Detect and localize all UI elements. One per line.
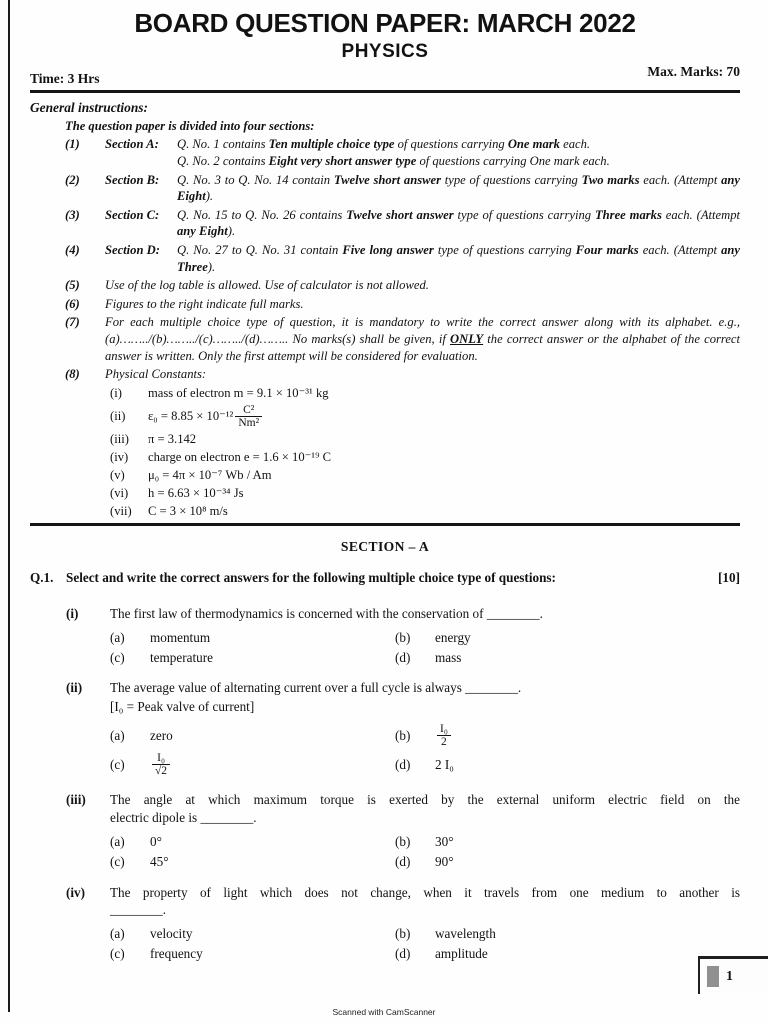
- subquestion-body: [110, 679, 740, 778]
- option-value: 0°: [150, 833, 162, 849]
- constant-row-ii: [110, 403, 740, 430]
- general-instructions: [30, 99, 740, 520]
- option-b: [395, 833, 740, 851]
- instruction-item-5: [65, 277, 740, 294]
- instruction-number: (8): [65, 367, 80, 382]
- option-label: (a): [110, 629, 125, 645]
- option-value: amplitude: [435, 945, 488, 961]
- instruction-text: Q. No. 15 to Q. No. 26 contains Twelve short answer type of questions carrying Three marks each. (Attempt any Eight).: [177, 207, 740, 239]
- instruction-item-6: [65, 296, 740, 313]
- section-c-label: Section C:: [105, 207, 160, 222]
- subquestion-text: The first law of thermodynamics is concerned with the conservation of ________.: [110, 605, 543, 621]
- section-b-label: Section B:: [105, 172, 160, 187]
- section-d-label: Section D:: [105, 242, 160, 257]
- option-d: [395, 853, 740, 871]
- constant-number: (vi): [110, 486, 129, 501]
- options-grid: [110, 629, 740, 667]
- page-title: BOARD QUESTION PAPER: MARCH 2022: [134, 8, 636, 38]
- subquestion-body: [110, 605, 740, 666]
- instructions-intro: The question paper is divided into four sections:: [65, 118, 315, 133]
- constant-value: charge on electron e = 1.6 × 10⁻¹⁹ C: [148, 450, 332, 465]
- section-a-title: SECTION – A: [340, 538, 430, 554]
- constant-value: mass of electron m = 9.1 × 10⁻³¹ kg: [148, 386, 329, 401]
- subquestion-body: [110, 884, 740, 963]
- constant-number: (v): [110, 468, 125, 483]
- instructions-heading: General instructions:: [30, 100, 148, 115]
- instruction-text: Q. No. 27 to Q. No. 31 contain Five long answer type of questions carrying Four marks each. (Attempt any Three).: [177, 242, 741, 274]
- option-label: (b): [395, 926, 411, 942]
- option-d: [395, 945, 740, 963]
- instruction-number: (3): [65, 207, 80, 222]
- constant-number: (vii): [110, 504, 132, 519]
- constant-row-v: [110, 467, 740, 484]
- constant-number: (iv): [110, 450, 129, 465]
- instruction-text: Use of the log table is allowed. Use of calculator is not allowed.: [105, 278, 429, 293]
- subquestion-i: [66, 605, 740, 666]
- subquestion-text: The angle at which maximum torque is exerted by the external uniform electric field on the: [110, 792, 740, 808]
- instruction-item-2: [65, 172, 740, 205]
- option-c: [110, 751, 395, 778]
- camscanner-watermark: Scanned with CamScanner: [332, 1007, 436, 1017]
- divider-top: [30, 90, 740, 93]
- option-b: [395, 722, 740, 749]
- options-grid: [110, 925, 740, 963]
- instruction-number: (6): [65, 296, 80, 311]
- page-subtitle: PHYSICS: [341, 41, 429, 62]
- header: [30, 8, 740, 87]
- instruction-text: [177, 136, 740, 169]
- constant-row-vii: [110, 503, 740, 520]
- options-grid: [110, 722, 740, 778]
- subquestion-iv: [66, 884, 740, 963]
- constant-row-iv: [110, 449, 740, 466]
- constant-number: (i): [110, 386, 122, 401]
- option-b: [395, 629, 740, 647]
- meta-row: [30, 64, 740, 87]
- constant-number: (iii): [110, 432, 129, 447]
- subquestion-iii: [66, 791, 740, 870]
- option-value: $\frac{\text{I₀}}{2}$: [435, 722, 453, 749]
- option-value: 45°: [150, 853, 169, 869]
- subquestion-text: ________.: [110, 902, 167, 918]
- constant-row-iii: [110, 431, 740, 448]
- constant-value: μ₀ = 4π × 10⁻⁷ Wb / Am: [148, 468, 272, 483]
- physical-constants-list: [110, 385, 740, 520]
- instruction-item-8: [65, 366, 740, 383]
- option-a: [110, 925, 395, 943]
- option-label: (d): [395, 945, 411, 961]
- constant-row-i: [110, 385, 740, 402]
- option-value: energy: [435, 629, 471, 645]
- subquestion-text: electric dipole is ________.: [110, 810, 257, 826]
- option-label: (c): [110, 853, 125, 869]
- option-label: (a): [110, 833, 125, 849]
- instruction-item-1: [65, 136, 740, 169]
- subquestion-number: (i): [66, 605, 79, 621]
- constant-value: C = 3 × 10⁸ m/s: [148, 504, 228, 519]
- subquestion-ii: [66, 679, 740, 778]
- option-d: [395, 751, 740, 778]
- option-a: [110, 629, 395, 647]
- instruction-text: For each multiple choice type of question, it is mandatory to write the correct answer along with its alphabet. e.g., (a)……../(b)……../(c)……../(d)…….. No marks(s) shall be given, if ONLY the correct answer or the alphabet of the correct answer is written. Only the first attempt will be considered for evaluation.: [105, 315, 740, 363]
- option-value: 2 I₀: [435, 756, 454, 772]
- option-value: zero: [150, 727, 173, 743]
- constant-value: π = 3.142: [148, 432, 197, 447]
- section-a-label: Section A:: [105, 137, 159, 152]
- instruction-number: (5): [65, 278, 80, 293]
- option-value: velocity: [150, 926, 193, 942]
- instruction-item-3: [65, 207, 740, 240]
- option-label: (a): [110, 926, 125, 942]
- option-value: 90°: [435, 853, 454, 869]
- instruction-number: (1): [65, 137, 80, 152]
- options-grid: [110, 833, 740, 871]
- instruction-text: Figures to the right indicate full marks.: [105, 296, 304, 311]
- instruction-line: Q. No. 2 contains Eight very short answer type of questions carrying One mark each.: [177, 153, 610, 168]
- instruction-text: Q. No. 3 to Q. No. 14 contain Twelve short answer type of questions carrying Two marks each. (Attempt any Eight).: [177, 172, 741, 204]
- scan-edge-line: [8, 0, 10, 1012]
- instruction-item-4: [65, 242, 740, 275]
- option-label: (c): [110, 945, 125, 961]
- option-c: [110, 649, 395, 667]
- question-text: Select and write the correct answers for the following multiple choice type of questions:: [66, 569, 556, 585]
- option-label: (a): [110, 727, 125, 743]
- option-label: (d): [395, 756, 411, 772]
- scan-smudge: [707, 966, 719, 987]
- option-value: $\frac{\text{I₀}}{√2}$: [150, 751, 172, 778]
- subquestion-text: The property of light which does not change, when it travels from one medium to another is: [110, 884, 740, 900]
- instruction-number: (4): [65, 242, 80, 257]
- subquestion-number: (ii): [66, 680, 83, 696]
- option-label: (b): [395, 833, 411, 849]
- question-1-header: [30, 570, 740, 586]
- page-number-box: [698, 956, 768, 994]
- option-value: wavelength: [435, 926, 496, 942]
- subquestion-body: [110, 791, 740, 870]
- constant-value: h = 6.63 × 10⁻³⁴ Js: [148, 486, 244, 501]
- subquestion-text: The average value of alternating current over a full cycle is always ________.: [110, 680, 522, 696]
- option-a: [110, 833, 395, 851]
- constant-number: (ii): [110, 409, 126, 424]
- subquestion-number: (iv): [66, 884, 86, 900]
- page-number: 1: [726, 968, 733, 984]
- option-a: [110, 722, 395, 749]
- option-value: 30°: [435, 833, 454, 849]
- option-label: (d): [395, 853, 411, 869]
- option-label: (b): [395, 629, 411, 645]
- max-marks-label: Max. Marks: 70: [647, 64, 740, 79]
- question-number: Q.1.: [30, 569, 54, 585]
- option-label: (c): [110, 756, 125, 772]
- instruction-line: Q. No. 1 contains Ten multiple choice type of questions carrying One mark each.: [177, 137, 591, 152]
- option-c: [110, 945, 395, 963]
- constant-value: ε₀ = 8.85 × 10⁻¹² $\frac{\text{C²}}{\text{Nm²}}$: [148, 403, 740, 430]
- option-value: mass: [435, 649, 462, 665]
- marks-badge: [10]: [718, 569, 740, 585]
- subquestion-note: [I₀ = Peak valve of current]: [110, 699, 255, 715]
- option-label: (d): [395, 649, 411, 665]
- option-b: [395, 925, 740, 943]
- instruction-item-7: [65, 314, 740, 364]
- time-label: Time: 3 Hrs: [30, 71, 100, 86]
- subquestion-number: (iii): [66, 792, 86, 808]
- option-label: (b): [395, 727, 411, 743]
- option-value: temperature: [150, 649, 213, 665]
- instruction-number: (2): [65, 172, 80, 187]
- option-value: momentum: [150, 629, 211, 645]
- option-value: frequency: [150, 945, 203, 961]
- instruction-number: (7): [65, 315, 80, 330]
- option-d: [395, 649, 740, 667]
- divider-bottom: [30, 523, 740, 526]
- instruction-text: Physical Constants:: [105, 367, 207, 382]
- constant-row-vi: [110, 485, 740, 502]
- option-label: (c): [110, 649, 125, 665]
- option-c: [110, 853, 395, 871]
